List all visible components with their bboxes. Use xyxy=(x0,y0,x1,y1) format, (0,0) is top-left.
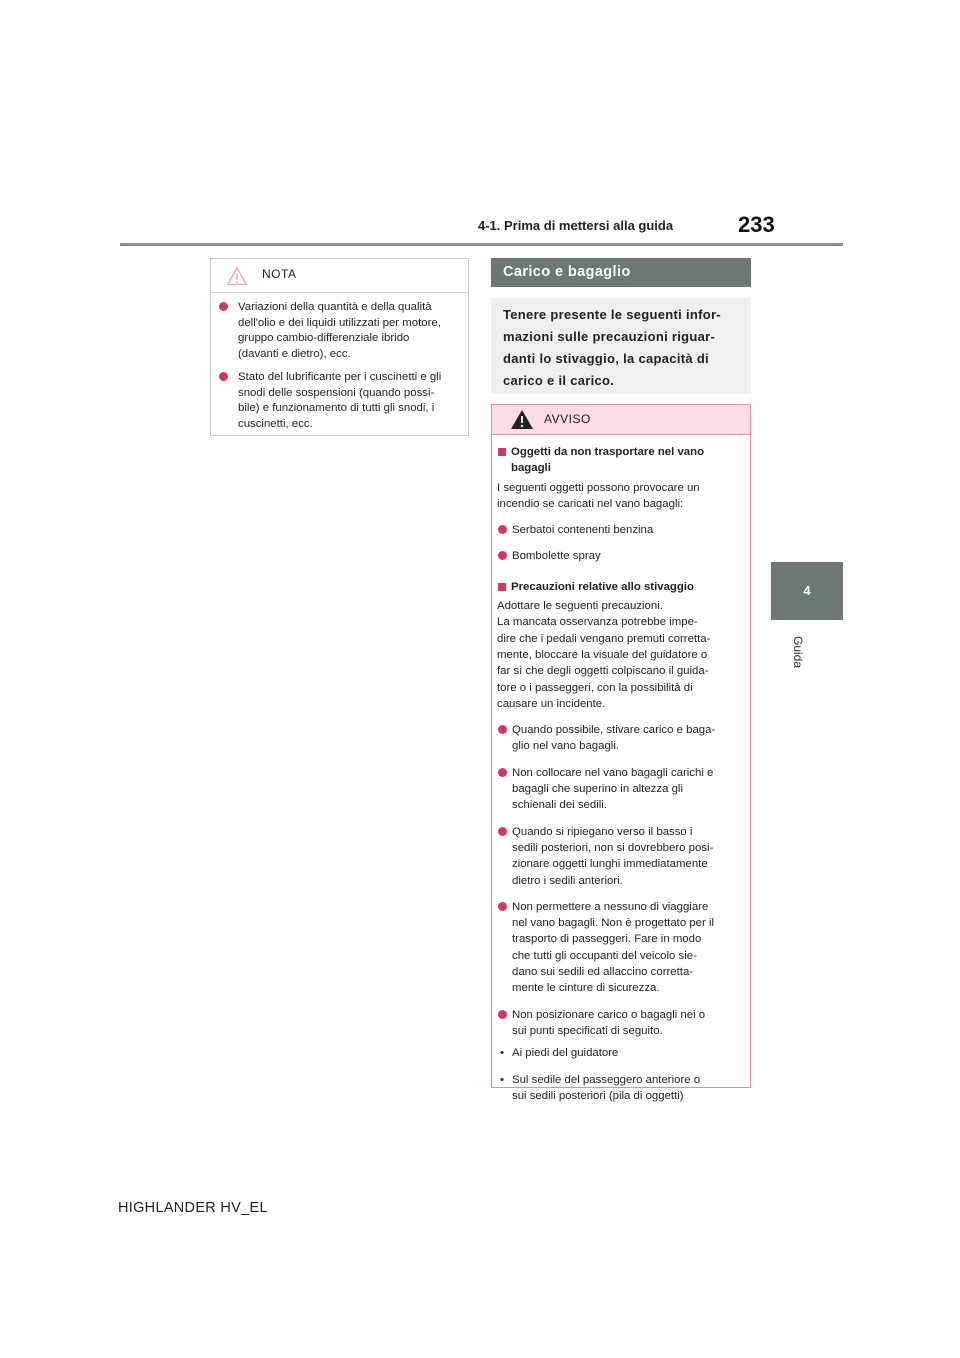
avviso-paragraph: Adottare le seguenti precauzioni. La mancata osservanza potrebbe impe- dire che i pedali vengano premuti corretta- mente, bloccare la visuale del guidatore o far sì che degli oggetti colpiscano il guida- tore o i passeggeri, con la possibilità di causare un incidente. xyxy=(497,600,711,710)
section-running-title: 4-1. Prima di mettersi alla guida xyxy=(478,218,674,233)
avviso-paragraph: I seguenti oggetti possono provocare un incendio se caricati nel vano bagagli: xyxy=(497,481,700,510)
header-rule xyxy=(120,243,843,246)
avviso-subheading: Oggetti da non trasportare nel vano bagagli xyxy=(497,444,740,477)
warning-triangle-icon xyxy=(510,409,534,430)
section-intro: Tenere presente le seguenti infor- mazioni sulle precauzioni riguar- danti lo stivaggio, la capacità di carico e il carico. xyxy=(491,298,751,394)
avviso-list-item: Bombolette spray xyxy=(497,548,740,564)
square-bullet-icon xyxy=(498,583,506,591)
bullet-dot-icon xyxy=(219,372,228,381)
nota-title: NOTA xyxy=(262,267,297,281)
chapter-tab: 4 xyxy=(771,562,843,620)
avviso-list-item: Non collocare nel vano bagagli carichi e bagagli che superino in altezza gli schienali dei sedili. xyxy=(497,765,740,814)
bullet-dot-icon xyxy=(498,1010,507,1019)
bullet-dot-icon xyxy=(498,551,507,560)
section-heading: Carico e bagaglio xyxy=(491,258,751,287)
avviso-list-item: Quando possibile, stivare carico e baga- glio nel vano bagagli. xyxy=(497,722,740,755)
footer-model: HIGHLANDER HV_EL xyxy=(118,1200,268,1216)
nota-item: Variazioni della quantità e della qualità dell'olio e dei liquidi utilizzati per motore, gruppo cambio-differenziale ibrido (davanti e dietro), ecc. xyxy=(219,300,458,362)
page-number: 233 xyxy=(738,212,775,237)
nota-box xyxy=(210,258,469,436)
bullet-dot-icon xyxy=(498,525,507,534)
avviso-box xyxy=(491,404,751,1102)
bullet-dot-icon xyxy=(498,827,507,836)
avviso-list-item: Serbatoi contenenti benzina xyxy=(497,522,740,538)
avviso-list-item: Non permettere a nessuno di viaggiare nel vano bagagli. Non è progettato per il trasporto di passeggeri. Fare in modo che tutti gli occupanti del veicolo sie- dano sui sedili ed allaccino corretta- mente le cinture di sicurezza. xyxy=(497,899,740,997)
avviso-sub-bullet: • Sul sedile del passeggero anteriore o sui sedili posteriori (pila di oggetti) xyxy=(500,1073,701,1102)
bullet-dot-icon xyxy=(219,302,228,311)
avviso-list-item: Non posizionare carico o bagagli nei o sui punti specificati di seguito. xyxy=(497,1007,740,1040)
avviso-sub-bullet: • Ai piedi del guidatore xyxy=(497,1045,740,1061)
nota-item: Stato del lubrificante per i cuscinetti e gli snodi delle sospensioni (quando possi- bile) e funzionamento di tutti gli snodi, i cuscinetti, ecc. xyxy=(219,370,458,432)
avviso-title: AVVISO xyxy=(544,412,591,426)
caution-outline-icon xyxy=(226,266,248,286)
bullet-dot-icon xyxy=(498,768,507,777)
avviso-header xyxy=(492,405,750,435)
nota-header xyxy=(211,259,468,293)
bullet-char: • xyxy=(500,1047,504,1060)
bullet-char: • xyxy=(500,1073,504,1086)
bullet-dot-icon xyxy=(498,902,507,911)
chapter-label: Guida xyxy=(791,636,805,669)
avviso-subheading: Precauzioni relative allo stivaggio xyxy=(497,579,740,595)
square-bullet-icon xyxy=(498,448,506,456)
bullet-dot-icon xyxy=(498,725,507,734)
avviso-list-item: Quando si ripiegano verso il basso i sedili posteriori, non si dovrebbero posi- zionare oggetti lunghi immediatamente dietro i sedili anteriori. xyxy=(497,824,740,889)
